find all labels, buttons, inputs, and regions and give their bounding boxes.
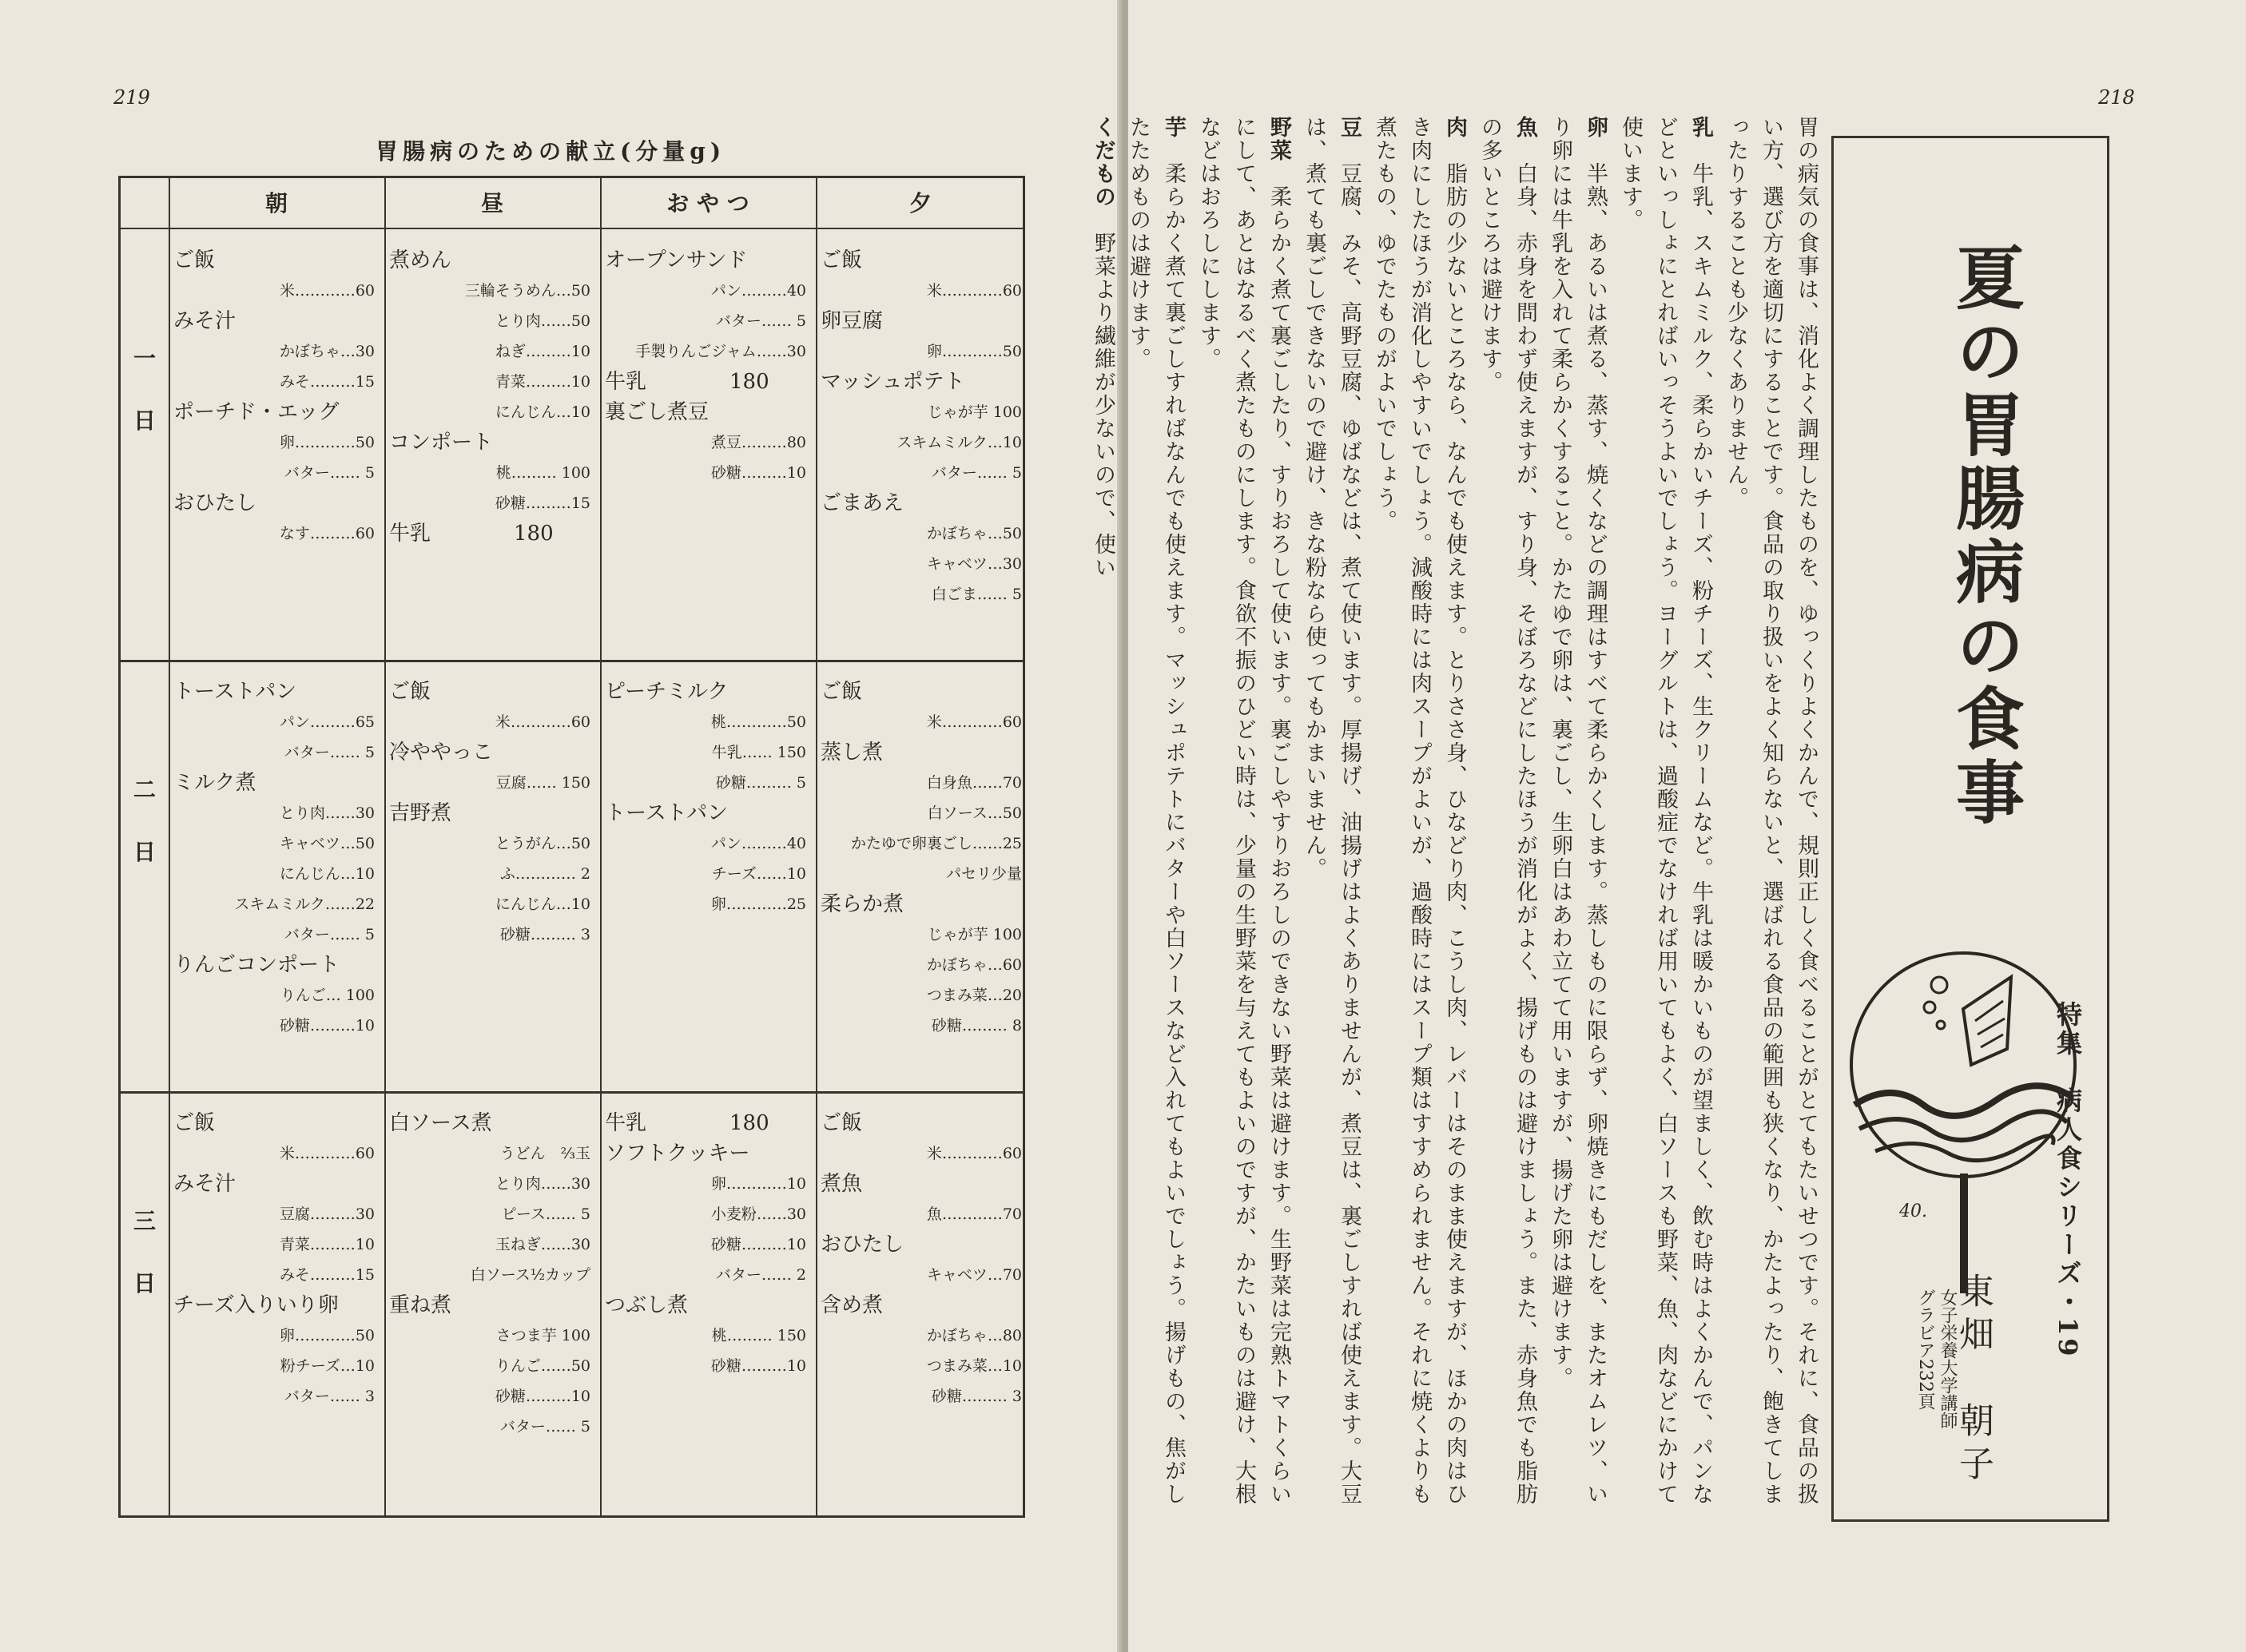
dish-name: 牛乳 180 xyxy=(605,370,769,394)
ingredient-line: バター…… 5 xyxy=(284,744,375,761)
ingredient-line: 桃……… 100 xyxy=(495,464,590,482)
ingredient-line: 砂糖………10 xyxy=(710,464,806,482)
ingredient-line: 砂糖………10 xyxy=(495,1388,590,1405)
dish-name: コンポート xyxy=(389,431,494,455)
ingredient-line: 桃……… 150 xyxy=(711,1327,806,1344)
dish-name: りんごコンポート xyxy=(173,953,340,977)
ingredient-line: バター…… 5 xyxy=(499,1418,590,1436)
ingredient-line: 牛乳…… 150 xyxy=(711,744,806,761)
dish-name: おひたし xyxy=(821,1233,904,1257)
paragraph-beans: 豆 豆腐、みそ、高野豆腐、ゆばなどは、煮て使います。厚揚げ、油揚げはよくありませんが、煮豆は、裏ごしすれば使えます。大豆は、煮ても裏ごしできないので避け、きな粉なら使ってもかまいません。 xyxy=(1302,116,1362,1506)
ingredient-line: パン………40 xyxy=(710,282,806,300)
ingredient-line: 魚…………70 xyxy=(926,1205,1022,1223)
author-credit xyxy=(1914,1289,1958,1429)
ingredient-line: かぼちゃ…60 xyxy=(926,956,1022,974)
ingredient-line: 豆腐…… 150 xyxy=(495,774,590,792)
menu-cell xyxy=(173,1108,380,1412)
ingredient-line: 小麦粉……30 xyxy=(710,1205,806,1223)
illustration-signature: 40. xyxy=(1899,1201,1927,1221)
ingredient-line: 砂糖………15 xyxy=(495,494,590,512)
dish-name: ご飯 xyxy=(821,680,863,704)
right-page xyxy=(1091,0,2246,1652)
dish-name: 牛乳 180 xyxy=(605,1111,769,1135)
ingredient-line: パン………40 xyxy=(710,835,806,852)
dish-name: 煮めん xyxy=(389,248,452,272)
ingredient-line: 白ソース½カップ xyxy=(470,1266,590,1284)
dish-name: ご飯 xyxy=(173,1111,216,1135)
ingredient-line: 桃…………50 xyxy=(710,713,806,731)
ingredient-line: 米…………60 xyxy=(926,1145,1022,1162)
ingredient-line: 白ごま…… 5 xyxy=(931,586,1022,603)
dish-name: 牛乳 180 xyxy=(389,522,554,546)
column-header-evening: 夕 xyxy=(908,190,932,216)
paragraph-milk: 乳 牛乳、スキムミルク、柔らかいチーズ、粉チーズ、生クリームなど。牛乳は暖かいものが望ましく、飲む時はよくかんで、パンなどといっしょにとればいっそうよいでしょう。ヨーグルトは、過酸症でなければ用いてもよく、白ソースも野菜、魚、肉などにかけて使います。 xyxy=(1618,116,1713,1506)
gravure-reference: グラビア232頁 xyxy=(1915,1289,1935,1410)
dish-name: チーズ入りいり卵 xyxy=(173,1293,339,1317)
ingredient-line: ピース…… 5 xyxy=(501,1205,590,1223)
page-number-left: 219 xyxy=(113,86,150,109)
ingredient-line: 砂糖………10 xyxy=(710,1357,806,1375)
dish-name: ご飯 xyxy=(389,680,431,704)
dish-name: オープンサンド xyxy=(605,248,748,272)
ingredient-line: スキムミルク……22 xyxy=(234,895,375,913)
column-header-noon: 昼 xyxy=(480,190,503,216)
menu-title: 胃腸病のための献立(分量g) xyxy=(376,138,726,165)
dish-name: みそ汁 xyxy=(173,1172,237,1196)
ingredient-line: 青菜………10 xyxy=(279,1236,375,1253)
ingredient-line: りんご… 100 xyxy=(280,987,375,1004)
ingredient-line: ふ………… 2 xyxy=(499,865,590,883)
dish-name: トーストパン xyxy=(173,680,297,704)
fan-illustration xyxy=(1843,945,2083,1297)
ingredient-line: 三輪そうめん…50 xyxy=(464,282,590,300)
ingredient-line: バター…… 2 xyxy=(715,1266,806,1284)
dish-name: 煮魚 xyxy=(821,1172,863,1196)
ingredient-line: バター…… 3 xyxy=(284,1388,375,1405)
dish-name: ポーチド・エッグ xyxy=(173,400,340,424)
ingredient-line: つまみ菜…20 xyxy=(926,987,1022,1004)
ingredient-line: キャベツ…50 xyxy=(279,835,375,852)
ingredient-line: うどん ⅔玉 xyxy=(499,1145,590,1162)
dish-name: つぶし煮 xyxy=(605,1293,689,1317)
dish-name: 重ね煮 xyxy=(389,1293,452,1317)
paragraph-vegetables: 野菜 柔らかく煮て裏ごしたり、すりおろして使います。裏ごしやすりおろしのできない野菜は避けます。生野菜は完熟トマトくらいにして、あとはなるべく煮たものにします。食欲不振のひどい時は、少量の生野菜を与えてもよいのですが、かたいものは避け、大根などはおろしにします。 xyxy=(1196,116,1291,1506)
ingredient-line: バター…… 5 xyxy=(284,926,375,943)
menu-cell xyxy=(821,677,1027,1041)
ingredient-line: バター…… 5 xyxy=(715,312,806,330)
menu-cell xyxy=(605,1108,811,1381)
ingredient-line: 手製りんごジャム……30 xyxy=(635,343,806,360)
ingredient-line: さつま芋 100 xyxy=(495,1327,590,1344)
day-label: 二 日 xyxy=(133,776,156,866)
ingredient-line: ねぎ………10 xyxy=(495,343,590,360)
ingredient-line: かぼちゃ…80 xyxy=(926,1327,1022,1344)
ingredient-line: 砂糖………10 xyxy=(710,1236,806,1253)
ingredient-line: じゃが芋 100 xyxy=(927,403,1022,421)
dish-name: ピーチミルク xyxy=(605,680,729,704)
paragraph-fruit: くだもの 野菜より繊維が少ないので、使い xyxy=(1091,116,1115,579)
ingredient-line: 砂糖……… 5 xyxy=(715,774,806,792)
ingredient-line: とり肉……30 xyxy=(495,1175,590,1193)
ingredient-line: 米…………60 xyxy=(279,282,375,300)
day-label: 三 日 xyxy=(133,1208,156,1297)
ingredient-line: 粉チーズ…10 xyxy=(280,1357,375,1375)
ingredient-line: かぼちゃ…30 xyxy=(279,343,375,360)
ingredient-line: 米…………60 xyxy=(495,713,590,731)
ingredient-line: 白ソース…50 xyxy=(927,804,1022,822)
menu-cell xyxy=(389,245,595,549)
dish-name: 蒸し煮 xyxy=(821,741,884,764)
ingredient-line: かたゆで卵裏ごし……25 xyxy=(850,835,1022,852)
ingredient-line: 卵…………50 xyxy=(279,434,375,451)
ingredient-line: 青菜………10 xyxy=(495,373,590,391)
ingredient-line: にんじん…10 xyxy=(495,895,590,913)
dish-name: ご飯 xyxy=(821,248,863,272)
column-header-snack: お や つ xyxy=(666,190,749,216)
dish-name: みそ汁 xyxy=(173,309,237,333)
ingredient-line: 砂糖……… 3 xyxy=(931,1388,1022,1405)
ingredient-line: みそ………15 xyxy=(279,1266,375,1284)
paragraph-egg: 卵 半熟、あるいは煮る、蒸す、焼くなどの調理はすべて柔らかくします。蒸しものに限らず、卵焼きにもだしを、またオムレツ、いり卵には牛乳を入れて柔らかくすること。かたゆで卵は、裏ごし、生卵白はあわ立てて用いますが、揚げた卵は避けます。 xyxy=(1548,116,1608,1506)
ingredient-line: キャベツ…30 xyxy=(926,555,1022,573)
dish-name: マッシュポテト xyxy=(821,370,965,394)
menu-table xyxy=(118,176,1025,1518)
menu-cell xyxy=(389,1108,595,1442)
title-box xyxy=(1831,136,2109,1522)
ingredient-line: 卵…………10 xyxy=(710,1175,806,1193)
dish-name: ご飯 xyxy=(821,1111,863,1135)
dish-name: 柔らか煮 xyxy=(821,892,904,916)
ingredient-line: 卵…………25 xyxy=(710,895,806,913)
dish-name: 冷ややっこ xyxy=(389,741,494,764)
ingredient-line: にんじん…10 xyxy=(495,403,590,421)
ingredient-line: 米…………60 xyxy=(926,713,1022,731)
dish-name: 裏ごし煮豆 xyxy=(605,400,710,424)
ingredient-line: 砂糖……… 3 xyxy=(499,926,590,943)
dish-name: ごまあえ xyxy=(821,491,904,515)
ingredient-line: とうがん…50 xyxy=(495,835,590,852)
ingredient-line: とり肉……50 xyxy=(495,312,590,330)
menu-cell xyxy=(821,1108,1027,1412)
ingredient-line: 米…………60 xyxy=(926,282,1022,300)
ingredient-line: かぼちゃ…50 xyxy=(926,525,1022,542)
dish-name: ソフトクッキー xyxy=(605,1142,750,1166)
ingredient-line: 豆腐………30 xyxy=(279,1205,375,1223)
ingredient-line: 玉ねぎ……30 xyxy=(495,1236,590,1253)
ingredient-line: キャベツ…70 xyxy=(926,1266,1022,1284)
ingredient-line: じゃが芋 100 xyxy=(927,926,1022,943)
dish-name: 白ソース煮 xyxy=(389,1111,492,1135)
dish-name: ご飯 xyxy=(173,248,216,272)
ingredient-line: にんじん…10 xyxy=(279,865,375,883)
ingredient-line: 卵…………50 xyxy=(279,1327,375,1344)
paragraph-intro: 胃の病気の食事は、消化よく調理したものを、ゆっくりよくかんで、規則正しく食べることがとてもたいせつです。それに、食品の扱い方、選び方を適切にすることです。食品の取り扱いをよく知らないと、選ばれる食品の範囲も狭くなり、かたよったり、飽きてしまったりすることも少なくありません。 xyxy=(1723,116,1819,1506)
ingredient-line: つまみ菜…10 xyxy=(926,1357,1022,1375)
article-title: 夏の胃腸病の食事 xyxy=(1944,242,2025,830)
paragraph-meat: 肉 脂肪の少ないところなら、なんでも使えます。とりささ身、ひなどり肉、こうし肉、レバーはそのまま使えますが、ほかの肉はひき肉にしたほうが消化しやすいでしょう。減酸時には肉スープがよいが、過酸時にはスープ類はすすめられません。それに焼くよりも煮たもの、ゆでたものがよいでしょう。 xyxy=(1372,116,1467,1506)
ingredient-line: パセリ少量 xyxy=(945,865,1022,883)
dish-name: ミルク煮 xyxy=(173,771,256,795)
menu-cell xyxy=(605,677,811,919)
day-label: 一 日 xyxy=(133,345,156,435)
menu-cell xyxy=(605,245,811,488)
ingredient-line: 煮豆………80 xyxy=(710,434,806,451)
ingredient-line: みそ………15 xyxy=(279,373,375,391)
ingredient-line: チーズ……10 xyxy=(711,865,806,883)
series-label: 特集 病人食シリーズ・19 xyxy=(2053,1001,2083,1360)
article-body xyxy=(1091,116,1823,1522)
menu-cell xyxy=(173,677,380,1041)
paragraph-potato: 芋 柔らかく煮て裏ごしすればなんでも使えます。マッシュポテトにバターや白ソースなど入れてもよいでしょう。揚げもの、焦がしたためものは避けます。 xyxy=(1126,116,1186,1506)
ingredient-line: なす………60 xyxy=(279,525,375,542)
ingredient-line: 砂糖………10 xyxy=(279,1017,375,1034)
dish-name: 吉野煮 xyxy=(389,801,452,825)
menu-cell xyxy=(173,245,380,549)
ingredient-line: スキムミルク…10 xyxy=(896,434,1022,451)
menu-cell xyxy=(389,677,595,950)
column-header-morning: 朝 xyxy=(264,190,288,216)
dish-name: トーストパン xyxy=(605,801,729,825)
ingredient-line: バター…… 5 xyxy=(931,464,1022,482)
menu-cell xyxy=(821,245,1027,610)
ingredient-line: 砂糖……… 8 xyxy=(931,1017,1022,1034)
author-name: 東畑 朝子 xyxy=(1953,1273,1994,1488)
ingredient-line: 米…………60 xyxy=(279,1145,375,1162)
ingredient-line: とり肉……30 xyxy=(279,804,375,822)
ingredient-line: りんご……50 xyxy=(495,1357,590,1375)
dish-name: おひたし xyxy=(173,491,257,515)
dish-name: 含め煮 xyxy=(821,1293,884,1317)
paragraph-fish: 魚 白身、赤身を問わず使えますが、すり身、そぼろなどにしたほうが消化がよく、揚げものは避けましょう。また、赤身魚でも脂肪の多いところは避けます。 xyxy=(1477,116,1537,1506)
ingredient-line: 卵…………50 xyxy=(926,343,1022,360)
ingredient-line: 白身魚……70 xyxy=(926,774,1022,792)
dish-name: 卵豆腐 xyxy=(821,309,884,333)
ingredient-line: バター…… 5 xyxy=(284,464,375,482)
author-affiliation: 女子栄養大学講師 xyxy=(1938,1289,1958,1429)
page-number-right: 218 xyxy=(2098,86,2135,109)
ingredient-line: パン………65 xyxy=(279,713,375,731)
